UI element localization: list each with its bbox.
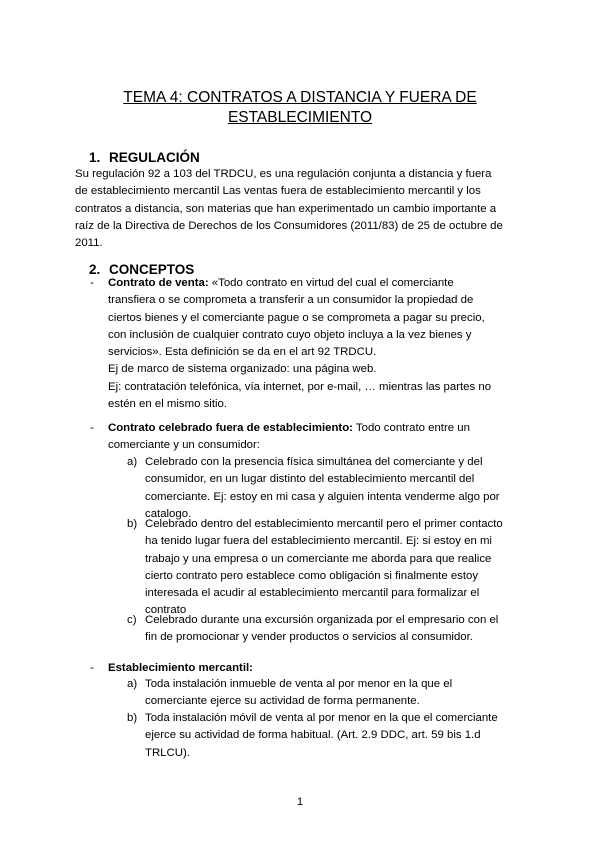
section-1-paragraph xyxy=(75,166,503,252)
bullet-term: Contrato celebrado fuera de establecimiento: xyxy=(108,422,353,434)
list-item-line: Celebrado durante una excursión organizada por el empresario con el xyxy=(145,614,499,626)
bullet-line: servicios». Esta definición se da en el art 92 TRDCU. xyxy=(108,346,377,359)
bullet-line: Ej de marco de sistema organizado: una página web. xyxy=(108,363,377,376)
bullet-line: ciertos bienes y el comerciante pague o se comprometa a pagar su precio, xyxy=(108,311,485,324)
paragraph-line: 2011. xyxy=(75,237,103,250)
list-label: a) xyxy=(127,456,138,468)
section-1-heading xyxy=(89,150,200,166)
bullet-line: Ej: contratación telefónica, vía internet, por e-mail, … mientras las partes no xyxy=(108,380,492,393)
bullet-first-rest: «Todo contrato en virtud del cual el comerciante xyxy=(208,277,454,289)
bullet-line: comerciante y un consumidor: xyxy=(108,439,260,452)
section-2-number: 2. xyxy=(89,262,101,277)
title-line-1: TEMA 4: CONTRATOS A DISTANCIA Y FUERA DE xyxy=(123,89,477,106)
list-item-line: fin de promocionar y vender productos o servicios al consumidor. xyxy=(145,631,473,644)
list-item-b xyxy=(145,710,498,762)
bullet-first-rest: Todo contrato entre un xyxy=(352,422,470,434)
page-number: 1 xyxy=(296,796,304,808)
bullet-line: estén en el mismo sitio. xyxy=(108,398,228,411)
list-item-line: comerciante ejerce su actividad de forma permanente. xyxy=(145,695,420,708)
paragraph-line: raíz de la Directiva de Derechos de los Consumidores (2011/83) de 25 de octubre de xyxy=(75,219,503,232)
document-title xyxy=(60,88,540,128)
bullet-contrato-de-venta xyxy=(108,275,491,413)
list-item-line: trabajo y una empresa o un comerciante me aborda para que realice xyxy=(145,552,492,565)
bullet-term: Establecimiento mercantil: xyxy=(108,662,253,674)
bullet-dash: - xyxy=(90,422,94,434)
list-item-line: Toda instalación inmueble de venta al por menor en la que el xyxy=(145,678,453,690)
section-1-number: 1. xyxy=(89,150,101,165)
bullet-first-line xyxy=(108,420,470,437)
bullet-contrato-fuera-establecimiento xyxy=(108,420,470,455)
list-item-line: contrato xyxy=(145,604,187,617)
list-item-b xyxy=(145,516,503,620)
bullet-establecimiento-mercantil xyxy=(108,660,253,677)
list-item-line: comerciante. Ej: estoy en mi casa y alguien intenta venderme algo por xyxy=(145,490,500,503)
section-2-title: CONCEPTOS xyxy=(109,262,195,277)
bullet-term: Contrato de venta: xyxy=(108,277,209,289)
section-1-title: REGULACIÓN xyxy=(109,150,200,165)
list-item-line: ejerce su actividad de forma habitual. (Art. 2.9 DDC, art. 59 bis 1.d xyxy=(145,729,481,742)
list-label: a) xyxy=(127,678,138,690)
list-item-line: Toda instalación móvil de venta al por menor en la que el comerciante xyxy=(145,712,498,724)
list-item-line: Celebrado dentro del establecimiento mercantil pero el primer contacto xyxy=(145,518,503,530)
list-item-line: TRLCU). xyxy=(145,746,190,759)
list-item-line: ha tenido lugar fuera del establecimiento mercantil. Ej: si estoy en mi xyxy=(145,535,492,548)
list-item-line: consumidor, en un lugar distinto del establecimiento mercantil del xyxy=(145,473,475,486)
list-item-a xyxy=(145,676,452,711)
bullet-line: con inclusión de cualquier contrato cuyo objeto incluya a la vez bienes y xyxy=(108,328,472,341)
list-item-line: interesada el acudir al establecimiento mercantil para formalizar el xyxy=(145,587,480,600)
bullet-line: transfiera o se comprometa a transferir a un consumidor la propiedad de xyxy=(108,294,474,307)
list-label: c) xyxy=(127,614,137,626)
list-label: b) xyxy=(127,518,138,530)
bullet-dash: - xyxy=(90,662,94,674)
bullet-first-line xyxy=(108,275,491,292)
list-item-a xyxy=(145,454,500,523)
title-line-2: ESTABLECIMIENTO xyxy=(227,109,373,126)
bullet-dash: - xyxy=(90,277,94,289)
paragraph-line: contratos a distancia, son materias que han experimentado un cambio importante a xyxy=(75,202,497,215)
list-label: b) xyxy=(127,712,138,724)
list-item-c xyxy=(145,612,498,647)
list-item-line: catalogo. xyxy=(145,507,192,520)
paragraph-line: de establecimiento mercantil Las ventas fuera de establecimiento mercantil y los xyxy=(75,185,481,198)
paragraph-line: Su regulación 92 a 103 del TRDCU, es una regulación conjunta a distancia y fuera xyxy=(75,168,492,180)
list-item-line: Celebrado con la presencia física simultánea del comerciante y del xyxy=(145,456,483,468)
list-item-line: cierto contrato pero establece como obligación si finalmente estoy xyxy=(145,569,479,582)
